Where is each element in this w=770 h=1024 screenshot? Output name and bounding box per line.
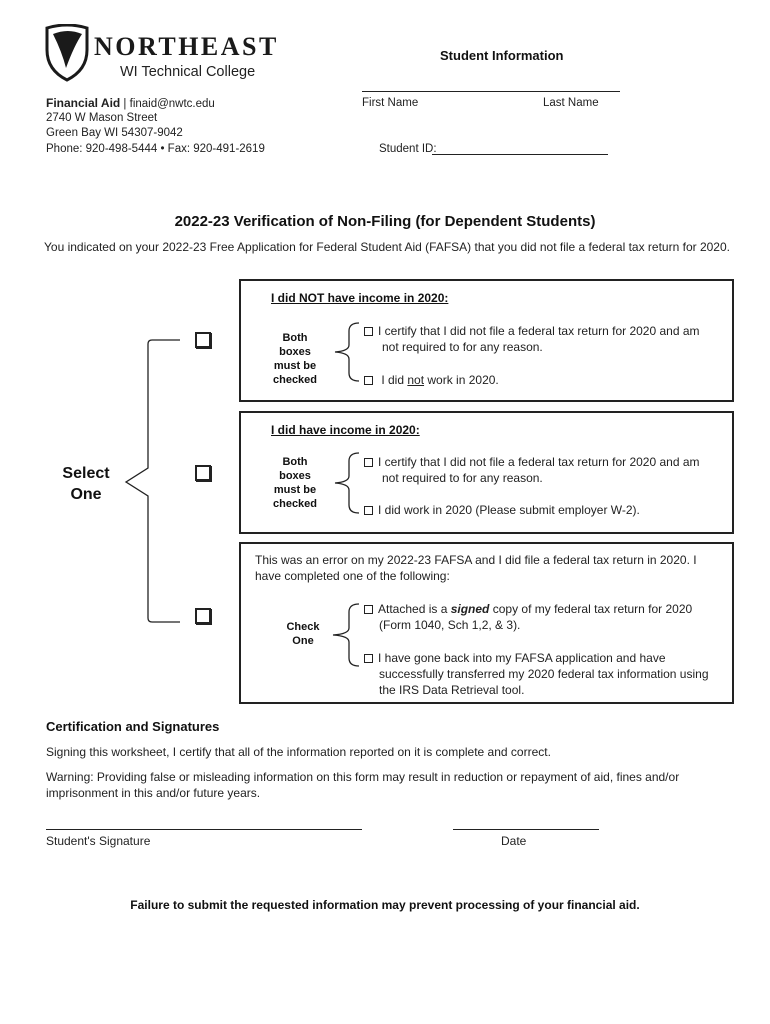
- no-income-work-checkbox[interactable]: [364, 376, 373, 385]
- check-one-note: Check One: [286, 621, 320, 647]
- had-income-certify-item[interactable]: I certify that I did not file a federal tax return for 2020 and am not required to for any reason.: [364, 454, 714, 486]
- signature-field-line[interactable]: [46, 829, 362, 830]
- contact-email[interactable]: finaid@nwtc.edu: [129, 98, 215, 110]
- option-filed-return-checkbox[interactable]: [195, 608, 211, 624]
- option-no-income-checkbox[interactable]: [195, 332, 211, 348]
- both-required-note: Both boxes must be checked: [272, 332, 318, 386]
- dept-name: Financial Aid: [46, 96, 121, 110]
- option-had-income-checkbox[interactable]: [195, 465, 211, 481]
- signature-label: Student's Signature: [46, 834, 151, 848]
- no-income-certify-item[interactable]: I certify that I did not file a federal tax return for 2020 and am not required to for any reason.: [364, 323, 714, 355]
- irs-data-retrieval-checkbox[interactable]: [364, 654, 373, 663]
- college-logo: [44, 24, 294, 86]
- select-one-label: Select One: [62, 465, 110, 503]
- date-label: Date: [501, 834, 527, 848]
- no-income-certify-checkbox[interactable]: [364, 327, 373, 336]
- filed-return-intro: This was an error on my 2022-23 FAFSA and I did file a federal tax return in 2020. I have completed one of the following:: [255, 553, 697, 583]
- name-field-line[interactable]: [362, 91, 620, 92]
- document-title: 2022-23 Verification of Non-Filing (for Dependent Students): [174, 213, 596, 230]
- option-filed-return-box: [239, 542, 734, 704]
- logo-subtitle: WI Technical College: [120, 64, 256, 80]
- attached-signed-copy-checkbox[interactable]: [364, 605, 373, 614]
- brace-icon: [327, 602, 361, 668]
- option-no-income-heading: I did NOT have income in 2020:: [271, 291, 449, 305]
- logo-name: NORTHEAST: [94, 32, 279, 61]
- last-name-label: Last Name: [543, 97, 599, 109]
- logo-shield-icon: [44, 24, 90, 82]
- contact-street: 2740 W Mason Street: [46, 112, 158, 124]
- option-had-income-box: [239, 411, 734, 534]
- option-no-income-box: [239, 279, 734, 402]
- student-info-title: Student Information: [440, 48, 564, 63]
- no-income-work-item[interactable]: I did not work in 2020.: [364, 372, 499, 388]
- student-id-label: Student ID:: [379, 143, 437, 155]
- certification-heading: Certification and Signatures: [46, 719, 220, 734]
- option-had-income-heading: I did have income in 2020:: [271, 423, 420, 437]
- had-income-certify-checkbox[interactable]: [364, 458, 373, 467]
- contact-phone-fax: Phone: 920-498-5444 • Fax: 920-491-2619: [46, 143, 265, 155]
- footer-note: Failure to submit the requested information may prevent processing of your financial aid.: [130, 898, 640, 912]
- brace-icon: [329, 451, 361, 515]
- certification-warning: Warning: Providing false or misleading information on this form may result in reduction or repayment of aid, fines and/or imprisonment in this and/or future years.: [46, 770, 680, 800]
- date-field-line[interactable]: [453, 829, 599, 830]
- select-one-bracket: [112, 336, 182, 626]
- first-name-label: First Name: [362, 97, 419, 109]
- certification-statement: Signing this worksheet, I certify that all of the information reported on it is complete and correct.: [46, 745, 551, 759]
- both-required-note: Both boxes must be checked: [272, 456, 318, 510]
- student-id-field-line[interactable]: [432, 154, 608, 155]
- irs-data-retrieval-item[interactable]: I have gone back into my FAFSA application and have successfully transferred my 2020 federal tax information using the IRS Data Retrieval tool.: [364, 650, 724, 698]
- brace-icon: [329, 321, 361, 383]
- intro-text: You indicated on your 2022-23 Free Application for Federal Student Aid (FAFSA) that you did not file a federal tax return for 2020.: [44, 240, 730, 254]
- had-income-work-item[interactable]: I did work in 2020 (Please submit employer W-2).: [364, 502, 640, 518]
- contact-city: Green Bay WI 54307-9042: [46, 127, 183, 139]
- contact-dept-line: Financial Aid | finaid@nwtc.edu: [46, 96, 215, 110]
- attached-signed-copy-item[interactable]: Attached is a signed copy of my federal tax return for 2020 (Form 1040, Sch 1,2, & 3).: [364, 601, 724, 633]
- had-income-work-checkbox[interactable]: [364, 506, 373, 515]
